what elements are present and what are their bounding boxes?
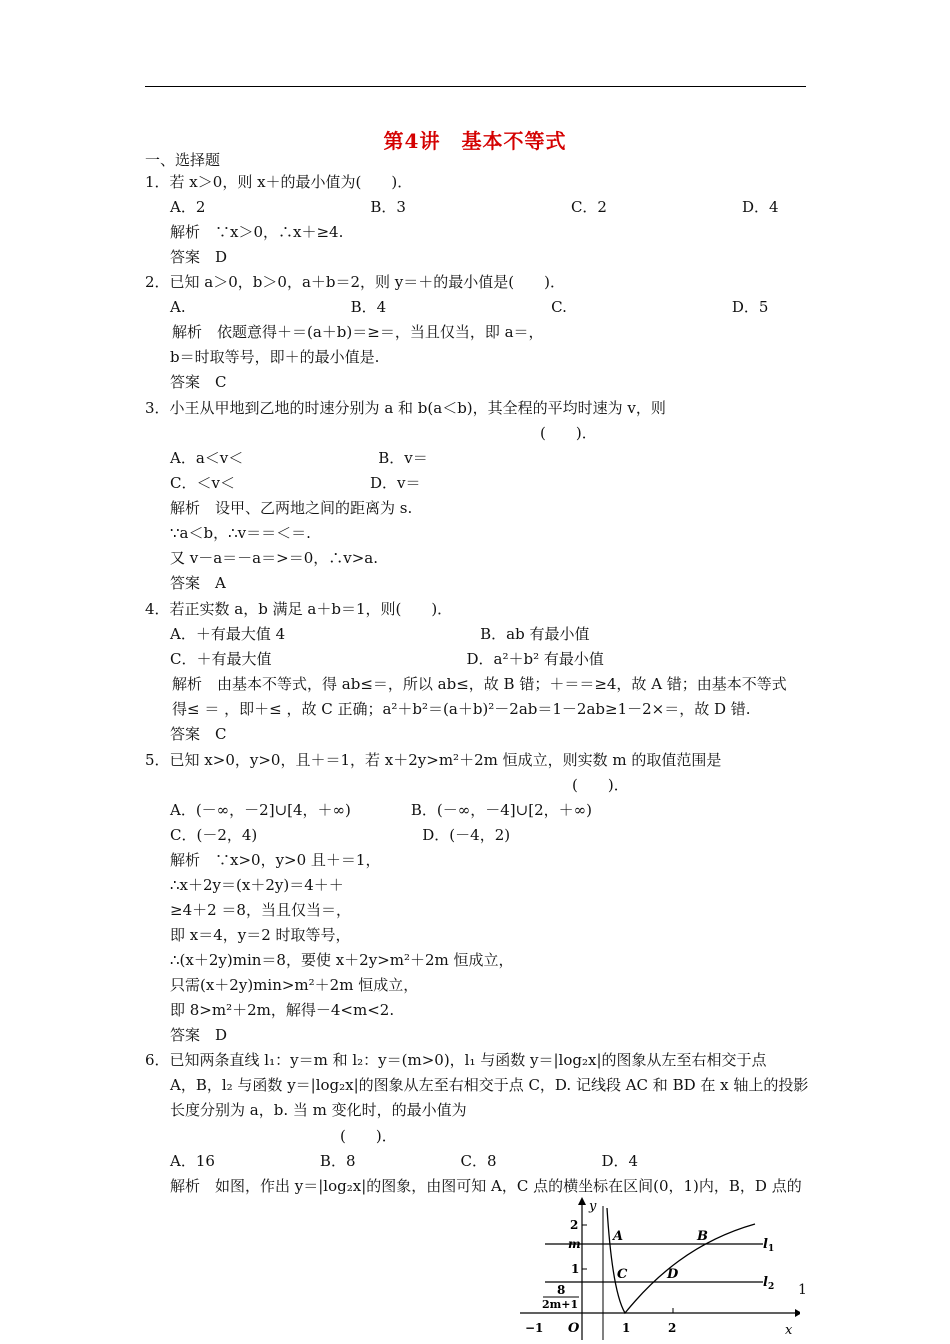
y-axis-label: y: [589, 1199, 597, 1214]
fraction-numerator: 8: [557, 1283, 566, 1297]
tick-label-y2: 2: [570, 1218, 579, 1232]
text-line: 解析 ∵x>0，y>0 且＋＝1，: [170, 851, 381, 869]
text-line: 只需(x＋2y)min>m²＋2m 恒成立，: [170, 976, 419, 994]
tick-label-m: m: [568, 1237, 581, 1251]
text-line: 得≤ ＝ ，即＋≤ ，故 C 正确；a²＋b²＝(a＋b)²－2ab＝1－2ab≥1－2×＝，故 D 错.: [172, 700, 751, 718]
text-line: 答案 C: [170, 725, 227, 743]
text-line: A．2 B．3 C．2 D．4: [170, 198, 779, 216]
text-line: 5．已知 x>0，y>0，且＋＝1，若 x＋2y>m²＋2m 恒成立，则实数 m 的取值范围是: [145, 751, 722, 769]
text-line: 解析 设甲、乙两地之间的距离为 s.: [170, 499, 413, 517]
page-number: 1: [798, 1282, 807, 1298]
fraction-denominator: 2m+1: [542, 1298, 579, 1311]
text-line: A，B，l₂ 与函数 y＝|log₂x|的图象从左至右相交于点 C，D. 记线段 AC 和 BD 在 x 轴上的投影: [170, 1076, 809, 1094]
text-line: C．＜v＜ D．v＝: [170, 474, 421, 492]
text-line: 6．已知两条直线 l₁：y＝m 和 l₂：y＝(m>0)，l₁ 与函数 y＝|log₂x|的图象从左至右相交于点: [145, 1051, 767, 1069]
text-line: ( )．: [540, 424, 597, 442]
page-title: 第4讲 基本不等式: [383, 129, 567, 153]
text-line: A．a＜v＜ B．v＝: [170, 449, 428, 467]
text-line: 3．小王从甲地到乙地的时速分别为 a 和 b(a＜b)，其全程的平均时速为 v，则: [145, 399, 666, 417]
text-line: 答案 D: [170, 248, 228, 266]
x-axis-label: x: [785, 1323, 793, 1338]
text-line: 又 v－a＝－a＝>＝0，∴v>a.: [170, 549, 378, 567]
line-label-l1: $l_1$: [763, 1237, 775, 1254]
tick-label-xneg1: −1: [525, 1321, 544, 1335]
log-curve: [607, 1208, 755, 1313]
section-heading: 一、选择题: [145, 151, 221, 169]
y-axis-arrow-icon: [578, 1197, 586, 1205]
tick-label-x1: 1: [622, 1321, 631, 1335]
text-line: ∴x＋2y＝(x＋2y)＝4＋＋: [170, 876, 344, 894]
text-line: 即 8>m²＋2m，解得－4<m<2.: [170, 1001, 395, 1019]
x-axis-arrow-icon: [795, 1309, 800, 1317]
text-line: A．(－∞，－2]∪[4，＋∞) B．(－∞，－4]∪[2，＋∞): [170, 801, 592, 819]
tick-label-y1: 1: [571, 1262, 580, 1276]
header-rule: [145, 86, 806, 87]
text-line: C．＋有最大值 D．a²＋b² 有最小值: [170, 650, 604, 668]
text-line: ( )．: [340, 1127, 397, 1145]
point-label-d: D: [667, 1267, 679, 1282]
text-line: ∵a＜b，∴v＝＝＜＝.: [170, 524, 311, 542]
tick-label-x2: 2: [668, 1321, 677, 1335]
text-line: 4．若正实数 a，b 满足 a＋b＝1，则( )．: [145, 600, 453, 618]
text-line: A．＋有最大值 4 B．ab 有最小值: [170, 625, 590, 643]
text-line: 即 x＝4，y＝2 时取等号，: [170, 926, 351, 944]
text-line: C．(－2，4) D．(－4，2): [170, 826, 511, 844]
text-line: 答案 D: [170, 1026, 228, 1044]
text-line: ( )．: [572, 776, 629, 794]
log-graph-figure: [515, 1196, 800, 1344]
text-line: 答案 C: [170, 373, 227, 391]
point-label-b: B: [697, 1229, 708, 1244]
text-line: 长度分别为 a，b. 当 m 变化时，的最小值为: [170, 1101, 467, 1119]
text-line: 解析 依题意得＋＝(a＋b)＝≥＝，当且仅当，即 a＝，: [172, 323, 544, 341]
point-label-a: A: [613, 1229, 624, 1244]
text-line: A．16 B．8 C．8 D．4: [170, 1152, 639, 1170]
text-line: ≥4＋2 ＝8，当且仅当＝，: [170, 901, 351, 919]
text-line: 1．若 x＞0，则 x＋的最小值为( )．: [145, 173, 413, 191]
text-line: 解析 ∵x＞0，∴x＋≥4.: [170, 223, 344, 241]
point-label-c: C: [617, 1267, 628, 1282]
origin-label: O: [568, 1321, 580, 1336]
text-line: ∴(x＋2y)min＝8，要使 x＋2y>m²＋2m 恒成立，: [170, 951, 514, 969]
text-line: 解析 如图，作出 y＝|log₂x|的图象，由图可知 A，C 点的横坐标在区间(0，1)内，B，D 点的: [170, 1177, 802, 1195]
line-label-l2: $l_2$: [763, 1275, 775, 1292]
text-line: 答案 A: [170, 574, 226, 592]
text-line: 解析 由基本不等式，得 ab≤＝，所以 ab≤，故 B 错；＋＝＝≥4，故 A 错；由基本不等式: [172, 675, 787, 693]
text-line: b＝时取等号，即＋的最小值是.: [170, 348, 380, 366]
text-line: 2．已知 a＞0，b＞0，a＋b＝2，则 y＝＋的最小值是( )．: [145, 273, 565, 291]
text-line: A. B．4 C. D．5: [170, 298, 769, 316]
